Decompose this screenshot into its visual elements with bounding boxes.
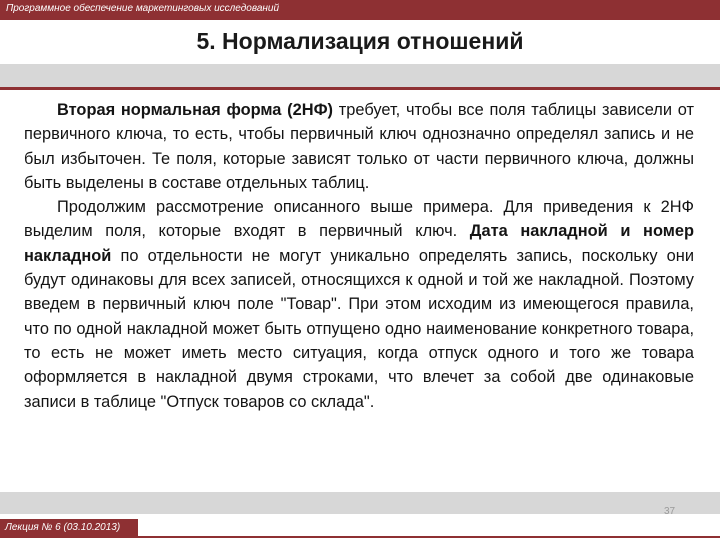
footer-caption: Лекция № 6 (03.10.2013) [5,522,121,533]
body-text [24,98,694,414]
paragraph-2-bold-phrase: Дата накладной и номер накладной [24,222,694,265]
slide-title: 5. Нормализация отношений [196,28,524,54]
paragraph-1-bold-lead: Вторая нормальная форма (2НФ) [57,101,334,119]
paragraph-2-text: по отдельности не могут уникально определять запись, поскольку они будут одинаковы для всех записей, относящихся к одной и той же накладной. Поэтому введем в первичный ключ поле "Товар". При этом исходим из имеющегося правила, что по одной накладной может быть отпущено одно наименование конкретного товара, то есть не может иметь место ситуация, когда отпуск одного и того же товара оформляется в накладной двумя строками, что влечет за собой две одинаковые записи в таблице "Отпуск товаров со склада". [24,246,694,411]
header-bar [0,0,720,20]
title-divider [0,64,720,90]
header-caption: Программное обеспечение маркетинговых исследований [6,3,280,14]
paragraph-2 [24,195,694,414]
footer-line [138,536,720,538]
footer-bar [0,519,138,538]
paragraph-1-text: требует, чтобы все поля таблицы зависели от первичного ключа, то есть, чтобы первичный ключ однозначно определял запись и не был избыточен. Те поля, которые зависят только от части первичного ключа, должны быть выделены в составе отдельных таблиц. [24,101,694,192]
text-panel [0,90,720,492]
paragraph-2-intro: Продолжим рассмотрение описанного выше примера. Для приведения к 2НФ выделим поля, которые входят в первичный ключ. [24,198,694,241]
paragraph-1 [24,98,694,195]
content-area [0,90,720,514]
page-number: 37 [664,506,676,517]
